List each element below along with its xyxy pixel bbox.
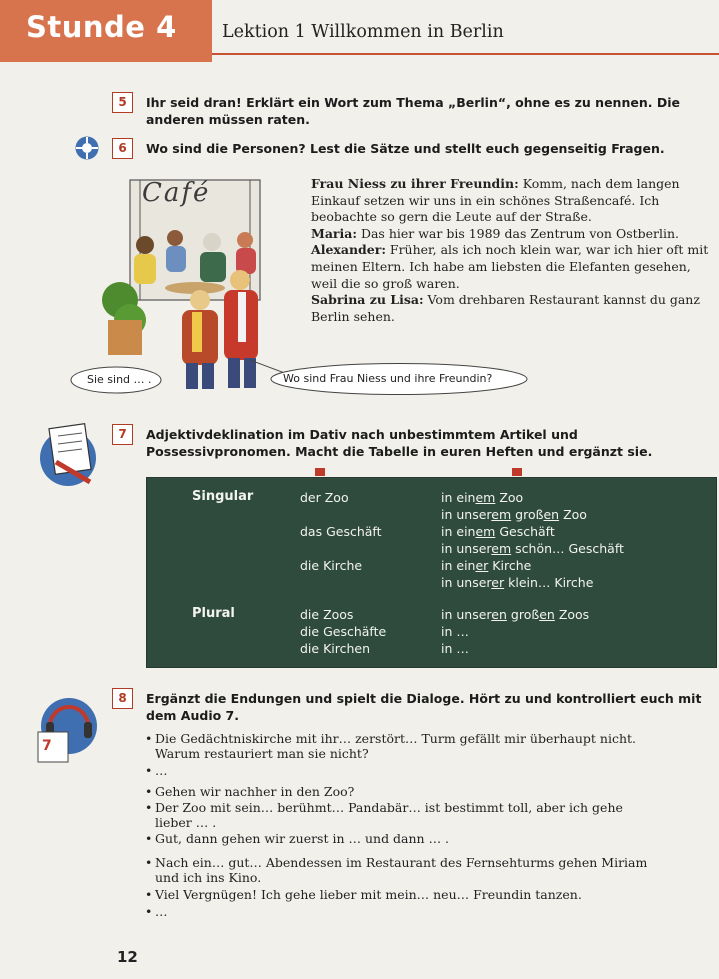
pair-work-icon [75, 136, 99, 160]
quotes [311, 176, 715, 325]
list-item: • … [145, 904, 168, 919]
exercise-7-number: 7 [112, 424, 133, 445]
list-item: • Der Zoo mit sein… berühmt… Pandabär… ist bestimmt toll, aber ich gehe [145, 800, 623, 815]
dialogue-list [145, 731, 705, 921]
noun: das Geschäft [300, 524, 382, 539]
noun: die Geschäfte [300, 624, 387, 639]
table-cell: in … [441, 624, 469, 639]
speech-bubble-right-text: Wo sind Frau Niess und ihre Freundin? [283, 372, 493, 385]
quote [311, 292, 715, 325]
plural-label: Plural [192, 606, 235, 621]
exercise-5-instruction: Ihr seid dran! Erklärt ein Wort zum Thema „Berlin“, ohne es zu nennen. Die anderen müssen raten. [146, 95, 680, 127]
lesson-number: Stunde 4 [26, 10, 177, 44]
exercise-7-instruction: Adjektivdeklination im Dativ nach unbestimmtem Artikel und Possessivpronomen. Macht die Tabelle in euren Heften und ergänzt sie. [146, 427, 653, 459]
cafe-sign-text: Café [142, 178, 211, 208]
quote-speaker: Frau Niess zu ihrer Freundin: [311, 176, 519, 191]
quote-speaker: Alexander: [311, 242, 386, 258]
speech-bubble-left-text: Sie sind … . [87, 373, 152, 386]
quote-text: Früher, als ich noch klein war, war ich hier oft mit meinen Eltern. Ich habe am liebsten die Elefanten gesehen, weil die so groß waren. [311, 242, 709, 291]
quote-text: Vom drehbaren Restaurant kannst du ganz Berlin sehen. [311, 292, 700, 324]
noun: der Zoo [300, 490, 349, 505]
exercise-8-number: 8 [112, 688, 133, 709]
noun: die Kirchen [300, 641, 371, 656]
quote-speaker: Sabrina zu Lisa: [311, 292, 424, 308]
pin-icon [512, 468, 522, 476]
table-cell: in … [441, 641, 469, 656]
table-cell: in unserem großen Zoo [441, 507, 587, 522]
quote-text: Das hier war bis 1989 das Zentrum von Ostberlin. [356, 225, 680, 241]
list-item: • … [145, 763, 168, 778]
page-number: 12 [117, 948, 138, 966]
exercise-5-number: 5 [112, 92, 133, 113]
pin-icon [315, 468, 325, 476]
list-item: • Gut, dann gehen wir zuerst in … und dann … . [145, 831, 450, 846]
noun: die Zoos [300, 607, 354, 622]
cafe-sign [142, 178, 262, 212]
list-item: • Viel Vergnügen! Ich gehe lieber mit mein… neu… Freundin tanzen. [145, 887, 582, 902]
noun: die Kirche [300, 558, 363, 573]
exercise-8-instruction: Ergänzt die Endungen und spielt die Dialoge. Hört zu und kontrolliert euch mit dem Audio 7. [146, 691, 702, 723]
exercise-6-number: 6 [112, 138, 133, 159]
speech-bubble-right [270, 362, 528, 396]
table-cell: in einem Zoo [441, 490, 524, 505]
audio-track-number: 7 [42, 738, 52, 754]
headphones-icon [36, 686, 102, 766]
list-item: • Gehen wir nachher in den Zoo? [145, 784, 355, 799]
speech-bubble-left [70, 366, 162, 394]
list-item: • Die Gedächtniskirche mit ihr… zerstört… Turm gefällt mir überhaupt nicht. [145, 731, 637, 746]
quote [311, 226, 715, 243]
quote-speaker: Maria: [311, 225, 357, 241]
list-item: Warum restauriert man sie nicht? [155, 746, 369, 761]
list-item: • Nach ein… gut… Abendessen im Restaurant des Fernsehturms gehen Miriam [145, 855, 648, 870]
table-cell: in einem Geschäft [441, 524, 555, 539]
exercise-6-instruction: Wo sind die Personen? Lest die Sätze und stellt euch gegenseitig Fragen. [146, 141, 665, 156]
writing-icon [38, 418, 102, 486]
table-cell: in einer Kirche [441, 558, 532, 573]
table-cell: in unseren großen Zoos [441, 607, 590, 622]
quote-text: Komm, nach dem langen Einkauf setzen wir uns in ein schönes Straßencafé. Ich beobachte so gern die Leute auf der Straße. [311, 176, 680, 225]
header-rule [212, 53, 719, 55]
list-item: lieber … . [155, 815, 217, 830]
quote [311, 242, 715, 292]
declension-table [146, 477, 717, 668]
lesson-title: Lektion 1 Willkommen in Berlin [222, 22, 504, 42]
table-cell: in unserem schön… Geschäft [441, 541, 624, 556]
quote [311, 176, 715, 226]
list-item: und ich ins Kino. [155, 870, 262, 885]
table-cell: in unserer klein… Kirche [441, 575, 594, 590]
singular-label: Singular [192, 489, 254, 504]
